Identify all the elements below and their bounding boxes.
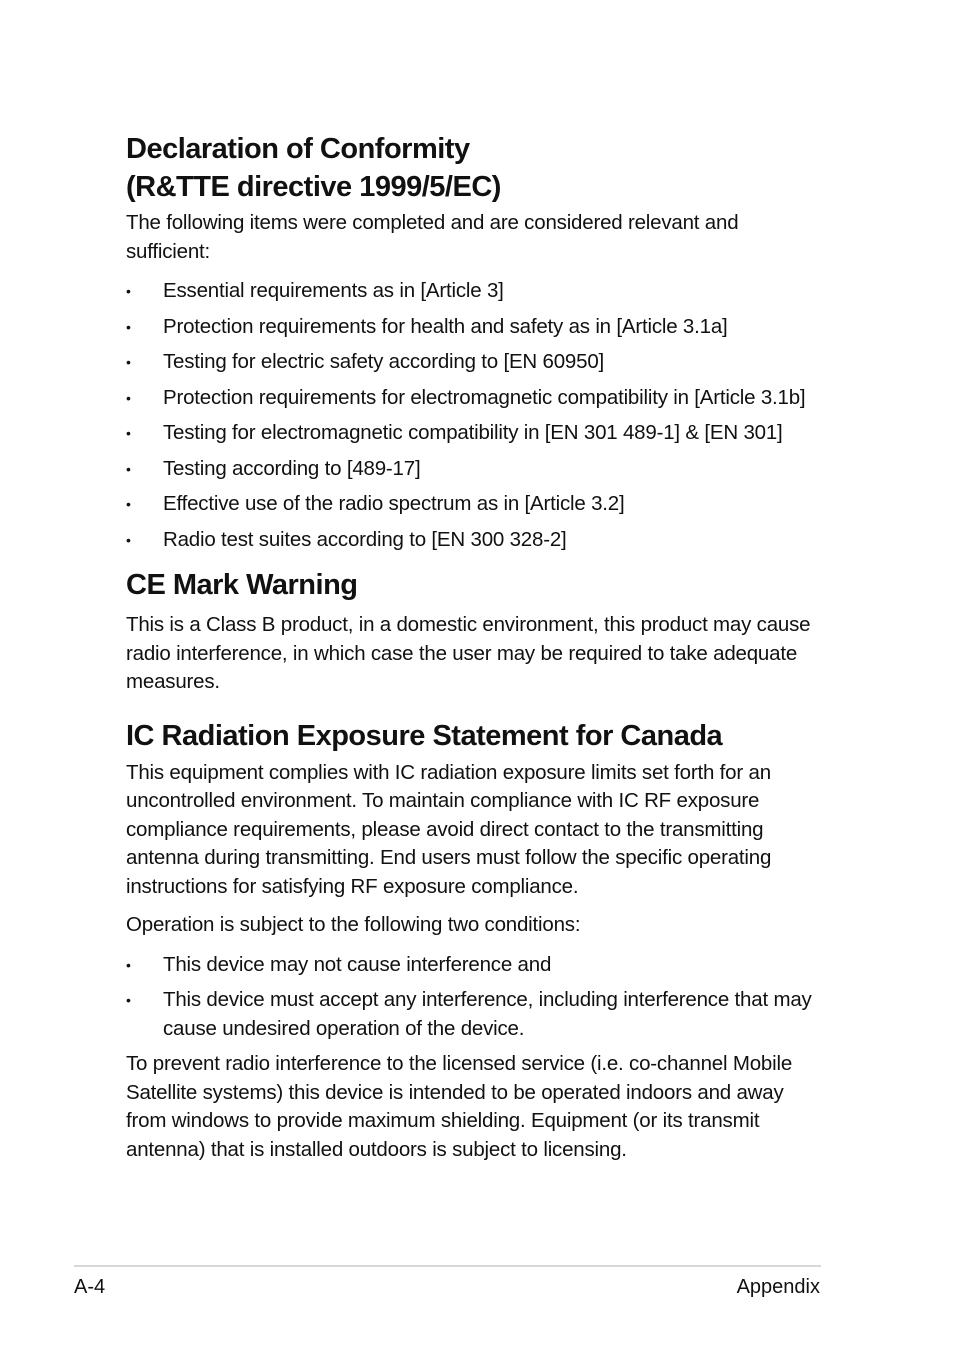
declaration-intro: The following items were completed and are considered relevant and sufficient: xyxy=(126,211,739,263)
list-item: • Testing for electromagnetic compatibility in [EN 301 489-1] & [EN 301] xyxy=(126,419,826,448)
ic-paragraph-1: This equipment complies with IC radiation exposure limits set forth for an uncontrolled environment. To maintain compliance with IC RF exposure compliance requirements, please avoid direct contact to the transmitting antenna during transmitting. End users must follow the specific operating instructions for satisfying RF exposure compliance. xyxy=(126,760,772,898)
ic-paragraph-2: Operation is subject to the following two conditions: xyxy=(126,913,581,936)
list-item: • Effective use of the radio spectrum as in [Article 3.2] xyxy=(126,490,826,519)
list-item: • Radio test suites according to [EN 300 328-2] xyxy=(126,526,826,555)
ic-heading: IC Radiation Exposure Statement for Canada xyxy=(126,719,723,752)
list-item: • Testing according to [489-17] xyxy=(126,455,826,484)
ic-paragraph-3: To prevent radio interference to the licensed service (i.e. co-channel Mobile Satellite systems) this device is intended to be operated indoors and away from windows to provide maximum shielding. Equipment (or its transmit antenna) that is installed outdoors is subject to licensing. xyxy=(126,1052,793,1161)
list-item: • Protection requirements for electromagnetic compatibility in [Article 3.1b] xyxy=(126,384,826,413)
footer-section: Appendix xyxy=(736,1276,820,1298)
ic-conditions-list xyxy=(126,951,826,1044)
list-item: • Essential requirements as in [Article 3] xyxy=(126,277,826,306)
page-content xyxy=(126,130,826,1164)
ce-mark-heading: CE Mark Warning xyxy=(126,569,358,601)
declaration-title-line1: Declaration of Conformity xyxy=(126,133,470,165)
ce-mark-body: This is a Class B product, in a domestic environment, this product may cause radio interference, in which case the user may be required to take adequate measures. xyxy=(126,613,811,693)
footer-divider xyxy=(74,1265,821,1267)
list-item: • This device must accept any interference, including interference that may cause undesired operation of the device. xyxy=(126,986,826,1043)
list-item: • Protection requirements for health and safety as in [Article 3.1a] xyxy=(126,313,826,342)
declaration-heading xyxy=(126,130,826,206)
declaration-list xyxy=(126,277,826,554)
list-item: • Testing for electric safety according to [EN 60950] xyxy=(126,348,826,377)
list-item: • This device may not cause interference and xyxy=(126,951,826,980)
declaration-title-line2: (R&TTE directive 1999/5/EC) xyxy=(126,171,501,203)
page-number: A-4 xyxy=(74,1276,106,1298)
